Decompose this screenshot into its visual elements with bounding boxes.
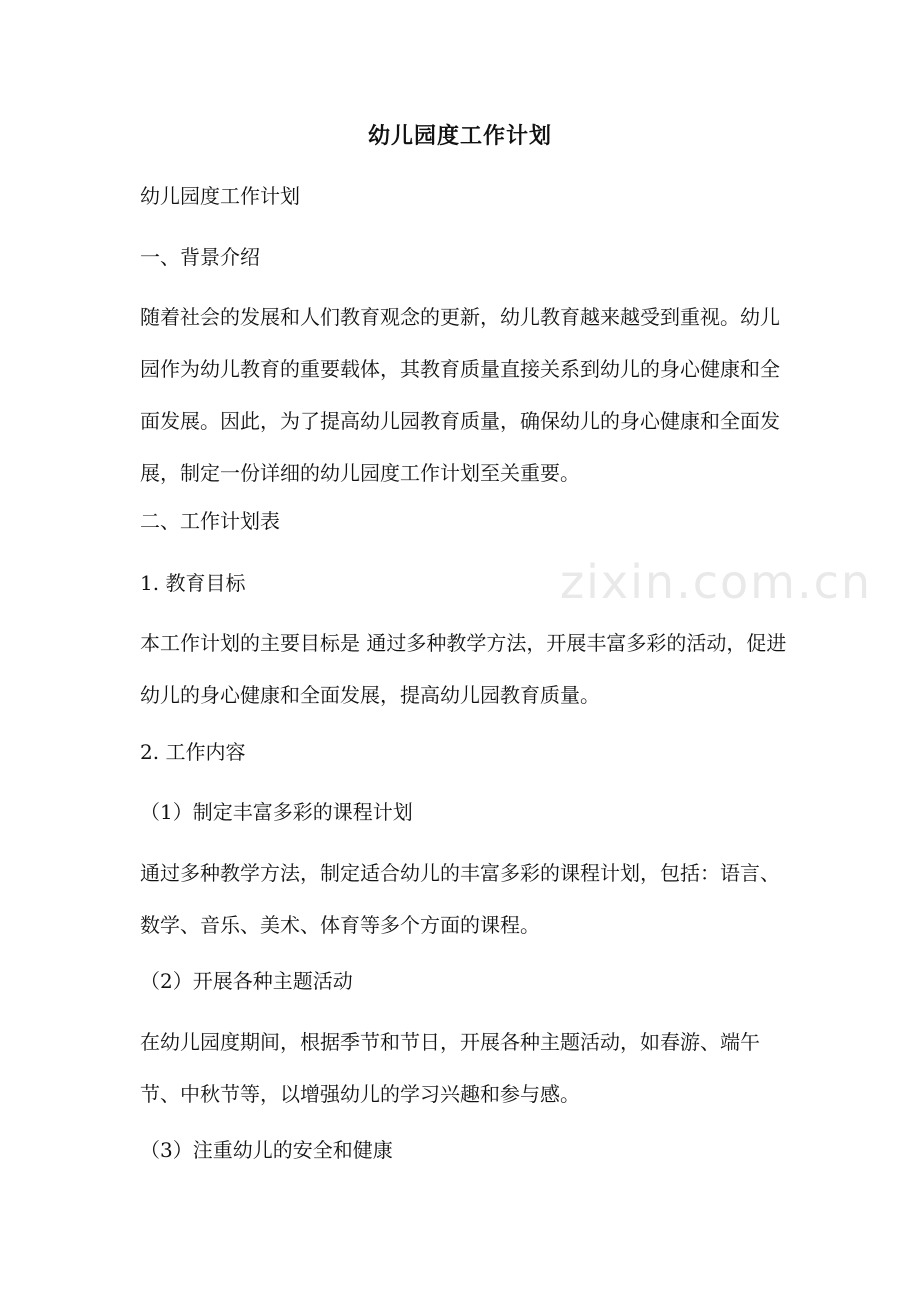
course-plan-paragraph: 通过多种教学方法，制定适合幼儿的丰富多彩的课程计划，包括：语言、数学、音乐、美术、体育等多个方面的课程。: [140, 861, 780, 937]
background-paragraph: 随着社会的发展和人们教育观念的更新，幼儿教育越来越受到重视。幼儿园作为幼儿教育的重要载体，其教育质量直接关系到幼儿的身心健康和全面发展。因此，为了提高幼儿园教育质量，确保幼儿的身心健康和全面发展，制定一份详细的幼儿园度工作计划至关重要。: [140, 305, 780, 485]
subheading-education-goal: 1. 教育目标: [140, 571, 246, 595]
theme-activities-paragraph: 在幼儿园度期间，根据季节和节日，开展各种主题活动，如春游、端午节、中秋节等，以增强幼儿的学习兴趣和参与感。: [140, 1030, 760, 1106]
document-title: 幼儿园度工作计划: [367, 123, 552, 149]
subheading-work-content: 2. 工作内容: [140, 740, 246, 764]
subtitle-line: 幼儿园度工作计划: [140, 184, 300, 208]
item-heading-course-plan: （1）制定丰富多彩的课程计划: [140, 800, 413, 824]
watermark: zixin.com.cn: [560, 555, 873, 609]
section-heading-plan-table: 二、工作计划表: [140, 509, 280, 533]
item-heading-theme-activities: （2）开展各种主题活动: [140, 969, 353, 993]
education-goal-paragraph: 本工作计划的主要目标是 通过多种教学方法，开展丰富多彩的活动，促进幼儿的身心健康和全面发展，提高幼儿园教育质量。: [140, 631, 787, 707]
item-heading-safety-health: （3）注重幼儿的安全和健康: [140, 1138, 393, 1162]
section-heading-background: 一、背景介绍: [140, 245, 260, 269]
